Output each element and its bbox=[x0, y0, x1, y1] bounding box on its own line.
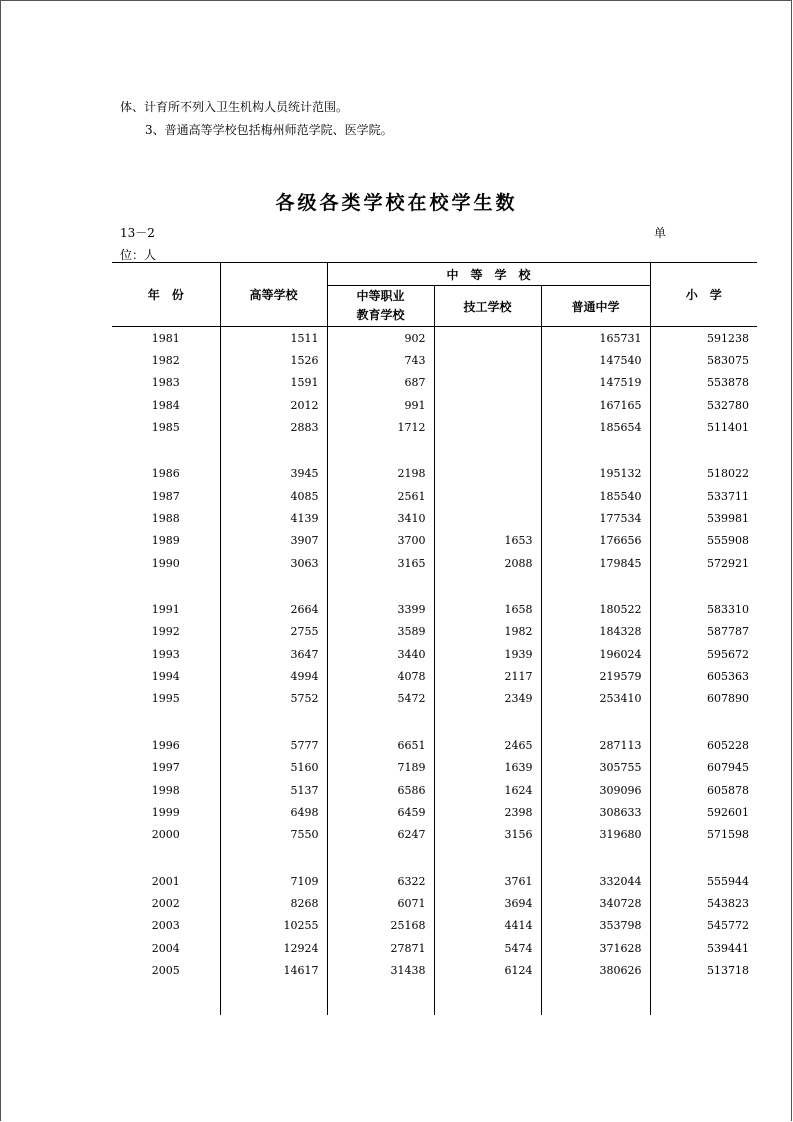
cell-technical: 1982 bbox=[434, 621, 541, 643]
spacer-cell bbox=[220, 710, 327, 734]
table-row bbox=[112, 394, 757, 416]
spacer-cell bbox=[541, 574, 650, 598]
cell-vocational: 7189 bbox=[327, 757, 434, 779]
spacer-cell bbox=[220, 439, 327, 463]
cell-general-secondary: 309096 bbox=[541, 779, 650, 801]
cell-year: 2004 bbox=[151, 941, 180, 955]
cell-technical: 1658 bbox=[434, 598, 541, 620]
cell-technical bbox=[434, 394, 541, 416]
cell-vocational: 6459 bbox=[327, 801, 434, 823]
cell-primary: 591238 bbox=[650, 327, 757, 350]
table-row bbox=[112, 801, 757, 823]
cell-year: 1983 bbox=[151, 376, 180, 390]
cell-higher-education: 5160 bbox=[220, 757, 327, 779]
cell-general-secondary: 353798 bbox=[541, 915, 650, 937]
cell-year: 1996 bbox=[151, 738, 180, 752]
header-vocational-line1: 中等职业 bbox=[356, 289, 405, 303]
cell-primary: 539981 bbox=[650, 507, 757, 529]
spacer-cell bbox=[650, 982, 757, 1015]
cell-primary: 571598 bbox=[650, 824, 757, 846]
cell-technical: 2088 bbox=[434, 552, 541, 574]
table-row bbox=[112, 892, 757, 914]
cell-higher-education: 4994 bbox=[220, 665, 327, 687]
cell-general-secondary: 195132 bbox=[541, 463, 650, 485]
cell-vocational: 6322 bbox=[327, 870, 434, 892]
cell-general-secondary: 196024 bbox=[541, 643, 650, 665]
cell-primary: 595672 bbox=[650, 643, 757, 665]
cell-technical: 2398 bbox=[434, 801, 541, 823]
table-row bbox=[112, 416, 757, 438]
cell-vocational: 25168 bbox=[327, 915, 434, 937]
cell-technical: 2465 bbox=[434, 734, 541, 756]
table-row bbox=[112, 779, 757, 801]
header-secondary-schools: 中 等 学 校 bbox=[327, 263, 650, 286]
spacer-cell bbox=[327, 846, 434, 870]
cell-higher-education: 1526 bbox=[220, 349, 327, 371]
cell-vocational: 3440 bbox=[327, 643, 434, 665]
cell-vocational: 1712 bbox=[327, 416, 434, 438]
cell-technical: 3761 bbox=[434, 870, 541, 892]
cell-general-secondary: 319680 bbox=[541, 824, 650, 846]
cell-technical bbox=[434, 349, 541, 371]
cell-vocational: 2561 bbox=[327, 485, 434, 507]
header-technical-school: 技工学校 bbox=[434, 286, 541, 327]
cell-vocational: 6071 bbox=[327, 892, 434, 914]
group-spacer-row bbox=[112, 439, 757, 463]
cell-primary: 553878 bbox=[650, 372, 757, 394]
cell-primary: 605878 bbox=[650, 779, 757, 801]
table-row bbox=[112, 598, 757, 620]
table-row bbox=[112, 734, 757, 756]
cell-vocational: 6586 bbox=[327, 779, 434, 801]
cell-year: 2002 bbox=[151, 896, 180, 910]
cell-technical: 5474 bbox=[434, 937, 541, 959]
cell-year: 1999 bbox=[151, 805, 180, 819]
spacer-cell bbox=[112, 439, 220, 463]
cell-higher-education: 2883 bbox=[220, 416, 327, 438]
cell-vocational: 3165 bbox=[327, 552, 434, 574]
cell-general-secondary: 371628 bbox=[541, 937, 650, 959]
cell-general-secondary: 308633 bbox=[541, 801, 650, 823]
table-row bbox=[112, 688, 757, 710]
cell-general-secondary: 305755 bbox=[541, 757, 650, 779]
cell-higher-education: 2664 bbox=[220, 598, 327, 620]
spacer-cell bbox=[541, 710, 650, 734]
cell-general-secondary: 185540 bbox=[541, 485, 650, 507]
cell-primary: 592601 bbox=[650, 801, 757, 823]
cell-technical bbox=[434, 372, 541, 394]
cell-vocational: 687 bbox=[327, 372, 434, 394]
cell-year: 2005 bbox=[151, 963, 180, 977]
cell-technical bbox=[434, 507, 541, 529]
spacer-cell bbox=[650, 710, 757, 734]
cell-higher-education: 4139 bbox=[220, 507, 327, 529]
spacer-cell bbox=[541, 846, 650, 870]
cell-primary: 555908 bbox=[650, 530, 757, 552]
cell-year: 1995 bbox=[151, 692, 180, 706]
cell-primary: 543823 bbox=[650, 892, 757, 914]
table-row bbox=[112, 530, 757, 552]
cell-higher-education: 3907 bbox=[220, 530, 327, 552]
cell-higher-education: 14617 bbox=[220, 959, 327, 981]
cell-primary: 518022 bbox=[650, 463, 757, 485]
cell-higher-education: 3063 bbox=[220, 552, 327, 574]
cell-year: 1981 bbox=[151, 331, 180, 345]
cell-vocational: 4078 bbox=[327, 665, 434, 687]
cell-higher-education: 3647 bbox=[220, 643, 327, 665]
spacer-cell bbox=[434, 439, 541, 463]
table-row bbox=[112, 665, 757, 687]
table-title: 各级各类学校在校学生数 bbox=[275, 192, 518, 214]
table-row bbox=[112, 643, 757, 665]
cell-technical: 3156 bbox=[434, 824, 541, 846]
table-row bbox=[112, 485, 757, 507]
cell-vocational: 5472 bbox=[327, 688, 434, 710]
spacer-cell bbox=[112, 982, 220, 1015]
cell-general-secondary: 287113 bbox=[541, 734, 650, 756]
cell-general-secondary: 179845 bbox=[541, 552, 650, 574]
table-row bbox=[112, 937, 757, 959]
cell-primary: 607945 bbox=[650, 757, 757, 779]
cell-higher-education: 3945 bbox=[220, 463, 327, 485]
table-row bbox=[112, 621, 757, 643]
spacer-cell bbox=[220, 982, 327, 1015]
cell-vocational: 27871 bbox=[327, 937, 434, 959]
cell-vocational: 6247 bbox=[327, 824, 434, 846]
unit-label-part1: 单 bbox=[654, 226, 667, 240]
cell-technical bbox=[434, 327, 541, 350]
table-row bbox=[112, 824, 757, 846]
cell-primary: 605363 bbox=[650, 665, 757, 687]
cell-primary: 572921 bbox=[650, 552, 757, 574]
cell-general-secondary: 185654 bbox=[541, 416, 650, 438]
cell-year: 1986 bbox=[151, 467, 180, 481]
spacer-cell bbox=[220, 846, 327, 870]
spacer-cell bbox=[112, 710, 220, 734]
cell-general-secondary: 177534 bbox=[541, 507, 650, 529]
cell-higher-education: 2012 bbox=[220, 394, 327, 416]
table-number: 13－2 bbox=[120, 226, 155, 240]
cell-vocational: 991 bbox=[327, 394, 434, 416]
group-spacer-row bbox=[112, 574, 757, 598]
header-year: 年 份 bbox=[112, 263, 220, 327]
cell-technical bbox=[434, 463, 541, 485]
cell-vocational: 743 bbox=[327, 349, 434, 371]
cell-year: 1984 bbox=[151, 398, 180, 412]
spacer-cell bbox=[650, 439, 757, 463]
cell-general-secondary: 380626 bbox=[541, 959, 650, 981]
cell-year: 1997 bbox=[151, 761, 180, 775]
cell-higher-education: 6498 bbox=[220, 801, 327, 823]
cell-higher-education: 5137 bbox=[220, 779, 327, 801]
cell-vocational: 3410 bbox=[327, 507, 434, 529]
group-spacer-row bbox=[112, 846, 757, 870]
cell-primary: 583310 bbox=[650, 598, 757, 620]
cell-higher-education: 10255 bbox=[220, 915, 327, 937]
cell-year: 1987 bbox=[151, 489, 180, 503]
table-row bbox=[112, 327, 757, 350]
cell-general-secondary: 165731 bbox=[541, 327, 650, 350]
cell-higher-education: 12924 bbox=[220, 937, 327, 959]
cell-vocational: 3589 bbox=[327, 621, 434, 643]
cell-year: 1990 bbox=[151, 556, 180, 570]
cell-general-secondary: 253410 bbox=[541, 688, 650, 710]
header-primary-school: 小 学 bbox=[650, 263, 757, 327]
table-row bbox=[112, 349, 757, 371]
cell-higher-education: 8268 bbox=[220, 892, 327, 914]
cell-higher-education: 7109 bbox=[220, 870, 327, 892]
table-row bbox=[112, 507, 757, 529]
cell-vocational: 31438 bbox=[327, 959, 434, 981]
cell-higher-education: 1511 bbox=[220, 327, 327, 350]
header-vocational-line2: 教育学校 bbox=[356, 308, 405, 322]
cell-year: 1992 bbox=[151, 625, 180, 639]
cell-primary: 555944 bbox=[650, 870, 757, 892]
cell-technical: 1624 bbox=[434, 779, 541, 801]
cell-year: 1994 bbox=[151, 670, 180, 684]
footnote-continuation: 体、计育所不列入卫生机构人员统计范围。 bbox=[120, 100, 349, 114]
spacer-cell bbox=[650, 574, 757, 598]
cell-technical bbox=[434, 416, 541, 438]
spacer-cell bbox=[327, 574, 434, 598]
table-row bbox=[112, 372, 757, 394]
spacer-cell bbox=[541, 439, 650, 463]
cell-technical: 1939 bbox=[434, 643, 541, 665]
cell-general-secondary: 332044 bbox=[541, 870, 650, 892]
spacer-cell bbox=[327, 439, 434, 463]
cell-vocational: 3700 bbox=[327, 530, 434, 552]
table-row bbox=[112, 915, 757, 937]
cell-year: 1988 bbox=[151, 512, 180, 526]
cell-higher-education: 7550 bbox=[220, 824, 327, 846]
cell-higher-education: 4085 bbox=[220, 485, 327, 507]
header-higher-education: 高等学校 bbox=[220, 263, 327, 327]
cell-technical: 3694 bbox=[434, 892, 541, 914]
cell-primary: 583075 bbox=[650, 349, 757, 371]
cell-primary: 587787 bbox=[650, 621, 757, 643]
footnote-item-3: 3、普通高等学校包括梅州师范学院、医学院。 bbox=[145, 123, 393, 137]
cell-general-secondary: 184328 bbox=[541, 621, 650, 643]
group-spacer-row bbox=[112, 710, 757, 734]
cell-year: 1993 bbox=[151, 647, 180, 661]
cell-general-secondary: 167165 bbox=[541, 394, 650, 416]
spacer-cell bbox=[650, 846, 757, 870]
spacer-cell bbox=[434, 846, 541, 870]
cell-vocational: 2198 bbox=[327, 463, 434, 485]
cell-year: 1982 bbox=[151, 354, 180, 368]
cell-year: 2001 bbox=[151, 874, 180, 888]
cell-general-secondary: 147540 bbox=[541, 349, 650, 371]
cell-technical: 2117 bbox=[434, 665, 541, 687]
table-row bbox=[112, 552, 757, 574]
spacer-cell bbox=[327, 710, 434, 734]
cell-primary: 539441 bbox=[650, 937, 757, 959]
spacer-cell bbox=[112, 574, 220, 598]
cell-technical: 6124 bbox=[434, 959, 541, 981]
student-enrollment-table bbox=[112, 262, 757, 1015]
cell-vocational: 3399 bbox=[327, 598, 434, 620]
cell-primary: 513718 bbox=[650, 959, 757, 981]
cell-year: 1989 bbox=[151, 534, 180, 548]
spacer-cell bbox=[434, 710, 541, 734]
cell-general-secondary: 340728 bbox=[541, 892, 650, 914]
group-spacer-row bbox=[112, 982, 757, 1015]
cell-higher-education: 2755 bbox=[220, 621, 327, 643]
spacer-cell bbox=[327, 982, 434, 1015]
cell-higher-education: 1591 bbox=[220, 372, 327, 394]
cell-year: 1985 bbox=[151, 421, 180, 435]
cell-higher-education: 5777 bbox=[220, 734, 327, 756]
table-row bbox=[112, 463, 757, 485]
header-general-secondary: 普通中学 bbox=[541, 286, 650, 327]
cell-technical: 1639 bbox=[434, 757, 541, 779]
cell-primary: 605228 bbox=[650, 734, 757, 756]
table-row bbox=[112, 757, 757, 779]
cell-technical: 2349 bbox=[434, 688, 541, 710]
cell-year: 1998 bbox=[151, 783, 180, 797]
cell-technical: 4414 bbox=[434, 915, 541, 937]
spacer-cell bbox=[112, 846, 220, 870]
cell-technical: 1653 bbox=[434, 530, 541, 552]
spacer-cell bbox=[434, 574, 541, 598]
cell-primary: 545772 bbox=[650, 915, 757, 937]
unit-label-part2: 位：人 bbox=[120, 248, 157, 262]
cell-vocational: 902 bbox=[327, 327, 434, 350]
cell-year: 1991 bbox=[151, 603, 180, 617]
cell-general-secondary: 147519 bbox=[541, 372, 650, 394]
cell-primary: 607890 bbox=[650, 688, 757, 710]
cell-general-secondary: 176656 bbox=[541, 530, 650, 552]
cell-general-secondary: 180522 bbox=[541, 598, 650, 620]
cell-vocational: 6651 bbox=[327, 734, 434, 756]
spacer-cell bbox=[541, 982, 650, 1015]
cell-technical bbox=[434, 485, 541, 507]
table-row bbox=[112, 959, 757, 981]
spacer-cell bbox=[220, 574, 327, 598]
cell-general-secondary: 219579 bbox=[541, 665, 650, 687]
cell-primary: 532780 bbox=[650, 394, 757, 416]
cell-primary: 533711 bbox=[650, 485, 757, 507]
cell-year: 2003 bbox=[151, 919, 180, 933]
cell-higher-education: 5752 bbox=[220, 688, 327, 710]
spacer-cell bbox=[434, 982, 541, 1015]
cell-year: 2000 bbox=[151, 828, 180, 842]
header-vocational-school bbox=[327, 286, 434, 327]
table-row bbox=[112, 870, 757, 892]
cell-primary: 511401 bbox=[650, 416, 757, 438]
